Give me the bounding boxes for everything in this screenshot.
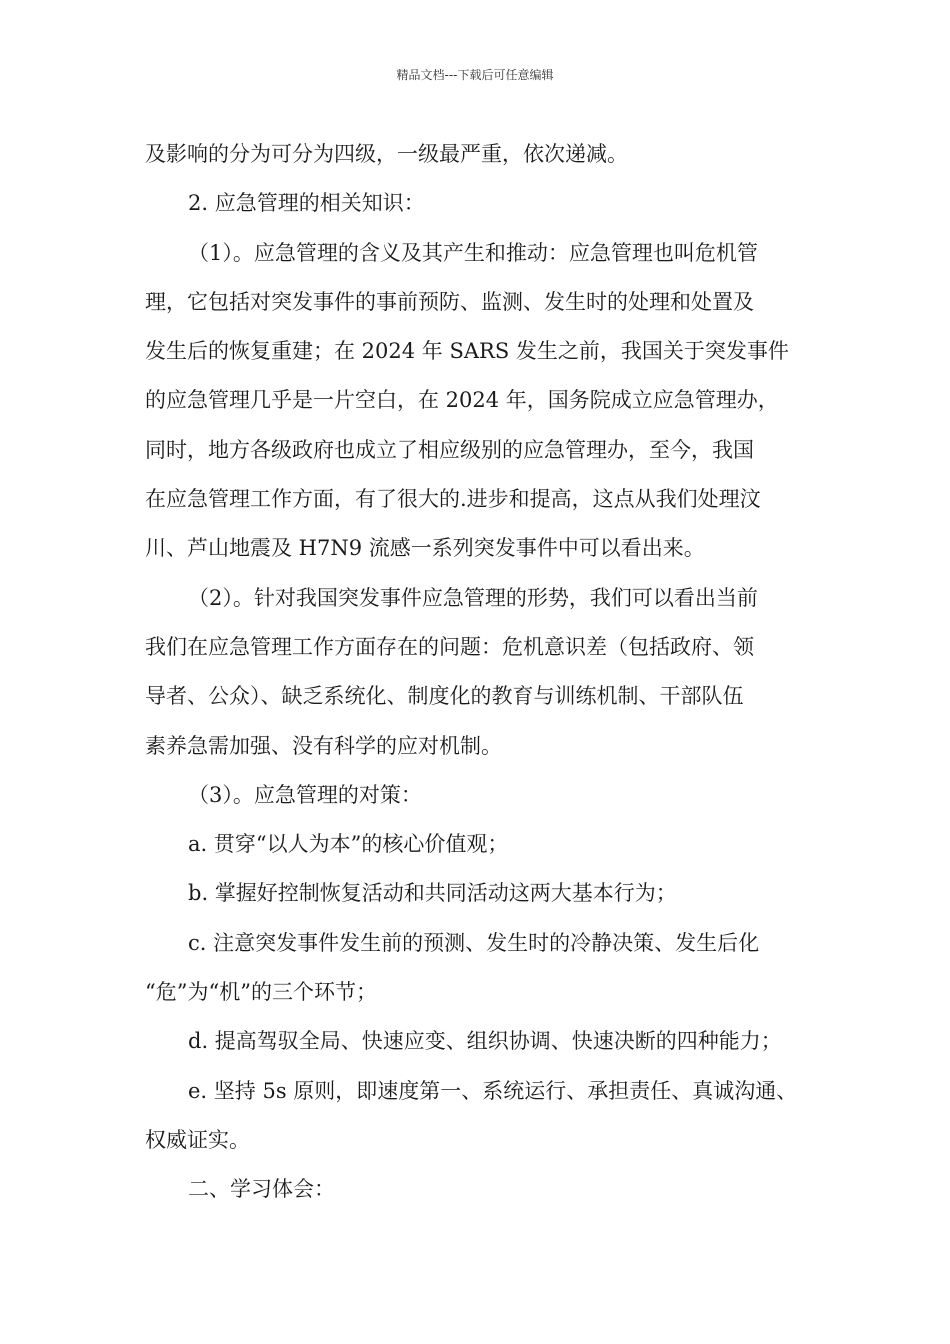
text-line: （1）。应急管理的含义及其产生和推动：应急管理也叫危机管 <box>188 240 758 265</box>
text-line: 2. 应急管理的相关知识： <box>188 191 425 216</box>
page-header: 精品文档---下载后可任意编辑 <box>396 68 554 82</box>
text-line: 川、芦山地震及 H7N9 流感一系列突发事件中可以看出来。 <box>145 536 705 561</box>
text-line: 及影响的分为可分为四级，一级最严重，依次递减。 <box>145 142 628 166</box>
text-line: “危”为“机”的三个环节； <box>145 980 377 1005</box>
text-line: 二、学习体会： <box>188 1177 335 1202</box>
text-line: b. 掌握好控制恢复活动和共同活动这两大基本行为； <box>188 881 677 906</box>
text-line: 导者、公众）、缺乏系统化、制度化的教育与训练机制、干部队伍 <box>145 684 744 709</box>
document-body <box>145 130 825 1215</box>
text-line: 发生后的恢复重建；在 2024 年 SARS 发生之前，我国关于突发事件 <box>145 339 789 364</box>
text-line: c. 注意突发事件发生前的预测、发生时的冷静决策、发生后化 <box>188 930 760 955</box>
text-line: e. 坚持 5s 原则，即速度第一、系统运行、承担责任、真诚沟通、 <box>188 1078 798 1103</box>
text-line: 的应急管理几乎是一片空白，在 2024 年，国务院成立应急管理办， <box>145 388 779 413</box>
text-line: 我们在应急管理工作方面存在的问题：危机意识差（包括政府、领 <box>145 634 754 659</box>
text-line: 素养急需加强、没有科学的应对机制。 <box>145 733 502 758</box>
text-line: 在应急管理工作方面，有了很大的.进步和提高，这点从我们处理汶 <box>145 487 761 512</box>
text-line: d. 提高驾驭全局、快速应变、组织协调、快速决断的四种能力； <box>188 1029 782 1054</box>
text-line: （2）。针对我国突发事件应急管理的形势，我们可以看出当前 <box>188 585 758 610</box>
text-line: a. 贯穿“以人为本”的核心价值观； <box>188 832 509 857</box>
text-line: 权威证实。 <box>145 1127 250 1152</box>
text-line: 理，它包括对突发事件的事前预防、监测、发生时的处理和处置及 <box>145 289 754 314</box>
text-line: 同时，地方各级政府也成立了相应级别的应急管理办，至今，我国 <box>145 437 754 462</box>
text-line: （3）。应急管理的对策： <box>188 782 422 807</box>
